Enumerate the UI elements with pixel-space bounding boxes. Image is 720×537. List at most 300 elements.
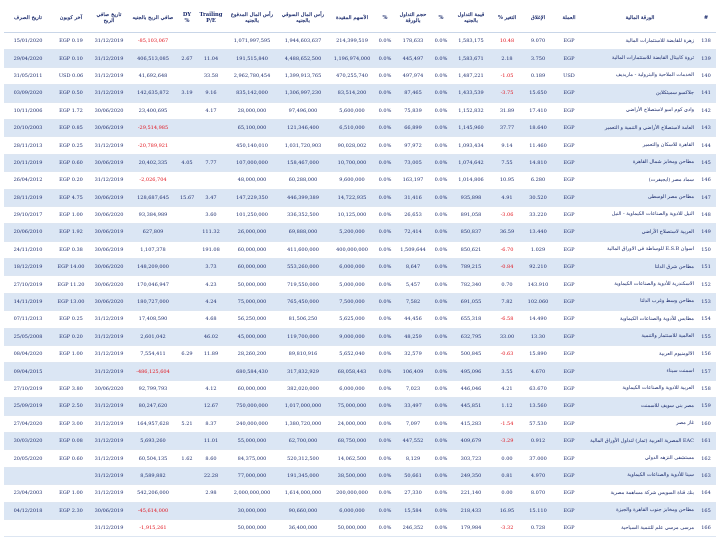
cell-col-profit-date: 31/12/2019 — [90, 432, 128, 449]
cell-col-traded-volume: 32,579 — [394, 346, 432, 363]
cell-col-close: 63.670 — [522, 380, 554, 397]
table-row[interactable] — [4, 485, 716, 502]
cell-col-dy — [178, 33, 196, 50]
cell-col-change-pct: -1.05 — [492, 67, 522, 84]
cell-col-pe: 191.08 — [196, 241, 226, 258]
cell-col-security[interactable]: مرسى مرسي علم للتنمية السياحية — [584, 519, 696, 536]
cell-col-security[interactable]: العربية للادوية والصناعات الكيماوية — [584, 380, 696, 397]
cell-col-change-pct: 0.81 — [492, 467, 522, 484]
cell-col-dy: 15.67 — [178, 189, 196, 206]
cell-col-index: 153 — [696, 293, 716, 310]
cell-col-last-coupon: EGP 0.20 — [52, 172, 90, 189]
table-row[interactable] — [4, 50, 716, 67]
cell-col-pe: 12.67 — [196, 398, 226, 415]
cell-col-pe — [196, 119, 226, 136]
cell-col-paid-capital: 60,000,000 — [226, 259, 278, 276]
cell-col-listed-shares: 1,196,974,000 — [328, 50, 376, 67]
cell-col-payment-date: 31/05/2011 — [4, 67, 52, 84]
cell-col-volume-pct: 0.0% — [376, 119, 394, 136]
cell-col-security[interactable]: مطاحن ومخابز شمال القاهرة — [584, 154, 696, 171]
header-col-net-profit[interactable]: صافي الربح بالجنيه — [128, 4, 178, 33]
cell-col-paid-capital: 750,000,000 — [226, 398, 278, 415]
cell-col-traded-volume: 50,661 — [394, 467, 432, 484]
cell-col-change-pct: -3.32 — [492, 519, 522, 536]
cell-col-paid-capital: 26,000,000 — [226, 224, 278, 241]
header-col-profit-date[interactable]: تاريخ صافي الربح — [90, 4, 128, 33]
cell-col-pe — [196, 137, 226, 154]
table-row[interactable] — [4, 328, 716, 345]
cell-col-pe: 11.01 — [196, 432, 226, 449]
cell-col-dy — [178, 432, 196, 449]
cell-col-change-pct: -1.54 — [492, 415, 522, 432]
cell-col-last-coupon: EGP 0.25 — [52, 311, 90, 328]
cell-col-profit-date: 31/12/2019 — [90, 485, 128, 502]
cell-col-last-coupon: EGP 2.30 — [52, 502, 90, 519]
header-col-payment-date[interactable]: تاريخ الصرف — [4, 4, 52, 33]
cell-col-security[interactable]: الالومنيوم العربية — [584, 346, 696, 363]
cell-col-net-profit: -45,614,000 — [128, 502, 178, 519]
cell-col-listed-shares: 200,000,000 — [328, 485, 376, 502]
cell-col-traded-volume: 447,552 — [394, 432, 432, 449]
cell-col-last-coupon: EGP 1.92 — [52, 224, 90, 241]
cell-col-traded-volume: 445,497 — [394, 50, 432, 67]
cell-col-index: 155 — [696, 328, 716, 345]
cell-col-traded-value: 221,140 — [450, 485, 492, 502]
cell-col-traded-value: 1,583,175 — [450, 33, 492, 50]
table-row[interactable] — [4, 154, 716, 171]
cell-col-value-pct: 0.0% — [432, 172, 450, 189]
table-row[interactable] — [4, 119, 716, 136]
cell-col-value-pct: 0.0% — [432, 519, 450, 536]
cell-col-profit-date: 31/12/2019 — [90, 346, 128, 363]
cell-col-close: 0.728 — [522, 519, 554, 536]
cell-col-security[interactable]: القاهرة للاسكان والتعمير — [584, 137, 696, 154]
cell-col-change-pct: -0.63 — [492, 346, 522, 363]
cell-col-profit-date: 31/12/2019 — [90, 85, 128, 102]
cell-col-volume-pct: 0.0% — [376, 363, 394, 380]
cell-col-net-profit: 627,809 — [128, 224, 178, 241]
cell-col-payment-date: 28/11/2019 — [4, 189, 52, 206]
header-col-index[interactable]: # — [696, 4, 716, 33]
cell-col-security[interactable]: النيل للادوية والصناعات الكيماوية - النيل — [584, 206, 696, 223]
cell-col-index: 151 — [696, 259, 716, 276]
table-row[interactable] — [4, 137, 716, 154]
cell-col-volume-pct: 0.0% — [376, 502, 394, 519]
cell-col-listed-shares: 6,000,000 — [328, 380, 376, 397]
cell-col-market-cap: 553,260,000 — [278, 259, 328, 276]
cell-col-index: 144 — [696, 137, 716, 154]
cell-col-net-profit: 92,799,793 — [128, 380, 178, 397]
cell-col-profit-date: 30/06/2020 — [90, 206, 128, 223]
cell-col-traded-value: 691,055 — [450, 293, 492, 310]
cell-col-paid-capital: 835,142,000 — [226, 85, 278, 102]
cell-col-volume-pct: 0.0% — [376, 154, 394, 171]
cell-col-change-pct: 0.70 — [492, 276, 522, 293]
cell-col-index: 138 — [696, 33, 716, 50]
cell-col-volume-pct: 0.0% — [376, 450, 394, 467]
cell-col-market-cap: 382,020,000 — [278, 380, 328, 397]
cell-col-traded-volume: 87,465 — [394, 85, 432, 102]
cell-col-traded-value: 500,845 — [450, 346, 492, 363]
cell-col-traded-volume: 75,839 — [394, 102, 432, 119]
cell-col-value-pct: 0.0% — [432, 33, 450, 50]
cell-col-profit-date: 30/06/2020 — [90, 259, 128, 276]
cell-col-last-coupon: EGP 3.80 — [52, 380, 90, 397]
cell-col-currency: EGP — [554, 502, 584, 519]
cell-col-close: 14.490 — [522, 311, 554, 328]
cell-col-net-profit: 23,400,695 — [128, 102, 178, 119]
cell-col-security[interactable]: وادي كوم امبو لاستصلاح الأراضي — [584, 102, 696, 119]
header-col-traded-value[interactable]: قيمة التداول بالجنيه — [450, 4, 492, 33]
cell-col-paid-capital: 107,000,000 — [226, 154, 278, 171]
cell-col-security[interactable]: مطاحن وسط وغرب الدلتا — [584, 293, 696, 310]
header-col-market-cap[interactable]: رأس المال السوقي بالجنيه — [278, 4, 328, 33]
cell-col-market-cap: 336,352,500 — [278, 206, 328, 223]
table-row[interactable] — [4, 415, 716, 432]
cell-col-profit-date: 30/06/2019 — [90, 119, 128, 136]
cell-col-index: 152 — [696, 276, 716, 293]
cell-col-payment-date: 25/05/2008 — [4, 328, 52, 345]
cell-col-profit-date: 30/06/2020 — [90, 293, 128, 310]
cell-col-traded-volume: 26,653 — [394, 206, 432, 223]
cell-col-value-pct: 0.0% — [432, 154, 450, 171]
header-col-currency[interactable]: العملة — [554, 4, 584, 33]
cell-col-net-profit: 80,247,620 — [128, 398, 178, 415]
table-row[interactable] — [4, 311, 716, 328]
cell-col-currency: EGP — [554, 363, 584, 380]
cell-col-dy: 1.62 — [178, 450, 196, 467]
header-col-last-coupon[interactable]: آخر كوبون — [52, 4, 90, 33]
cell-col-security[interactable]: EAC المصرية العربية (ثمار) لتداول الأوراق المالية — [584, 432, 696, 449]
cell-col-traded-value: 1,014,806 — [450, 172, 492, 189]
table-row[interactable] — [4, 293, 716, 310]
cell-col-security[interactable]: الخدمات الملاحية والبترولية - ماريديف — [584, 67, 696, 84]
cell-col-traded-value: 1,152,832 — [450, 102, 492, 119]
cell-col-security[interactable]: العربية لاستصلاح الأراضي — [584, 224, 696, 241]
cell-col-currency: USD — [554, 67, 584, 84]
table-header-row — [4, 4, 716, 33]
cell-col-close: 57.530 — [522, 415, 554, 432]
cell-col-pe: 9.16 — [196, 85, 226, 102]
cell-col-security[interactable]: العامة لاستصلاح الأراضي و التنمية و التعمير — [584, 119, 696, 136]
cell-col-last-coupon — [52, 519, 90, 536]
table-row[interactable] — [4, 276, 716, 293]
cell-col-close: 3.750 — [522, 50, 554, 67]
cell-col-index: 163 — [696, 467, 716, 484]
header-col-traded-volume[interactable]: حجم التداول بالورقة — [394, 4, 432, 33]
table-row[interactable] — [4, 172, 716, 189]
cell-col-change-pct: -6.70 — [492, 241, 522, 258]
cell-col-market-cap: 158,467,000 — [278, 154, 328, 171]
cell-col-value-pct: 0.0% — [432, 85, 450, 102]
cell-col-dy — [178, 502, 196, 519]
cell-col-close: 13.560 — [522, 398, 554, 415]
cell-col-listed-shares: 14,062,500 — [328, 450, 376, 467]
cell-col-dy — [178, 67, 196, 84]
cell-col-pe — [196, 502, 226, 519]
cell-col-paid-capital: 450,140,010 — [226, 137, 278, 154]
cell-col-listed-shares: 9,000,000 — [328, 328, 376, 345]
cell-col-value-pct: 0.0% — [432, 415, 450, 432]
cell-col-profit-date: 30/06/2019 — [90, 189, 128, 206]
cell-col-security[interactable]: غاز مصر — [584, 415, 696, 432]
cell-col-security[interactable]: سينا للأدوية والصناعات الكيماوية — [584, 467, 696, 484]
cell-col-traded-volume: 44,456 — [394, 311, 432, 328]
cell-col-payment-date — [4, 467, 52, 484]
cell-col-close: 13.440 — [522, 224, 554, 241]
table-row[interactable] — [4, 398, 716, 415]
cell-col-index: 141 — [696, 85, 716, 102]
table-row[interactable] — [4, 432, 716, 449]
table-row[interactable] — [4, 519, 716, 536]
cell-col-traded-value: 1,093,434 — [450, 137, 492, 154]
cell-col-security[interactable]: اسمنت سيناء — [584, 363, 696, 380]
cell-col-index: 145 — [696, 154, 716, 171]
cell-col-currency: EGP — [554, 50, 584, 67]
cell-col-currency: EGP — [554, 137, 584, 154]
cell-col-paid-capital: 55,000,000 — [226, 432, 278, 449]
cell-col-traded-volume: 1,509,644 — [394, 241, 432, 258]
table-row[interactable] — [4, 224, 716, 241]
header-col-security[interactable]: الورقة المالية — [584, 4, 696, 33]
cell-col-paid-capital: 60,000,000 — [226, 380, 278, 397]
table-row[interactable] — [4, 102, 716, 119]
cell-col-net-profit: 164,957,628 — [128, 415, 178, 432]
cell-col-listed-shares: 83,514,200 — [328, 85, 376, 102]
cell-col-index: 139 — [696, 50, 716, 67]
table-row[interactable] — [4, 259, 716, 276]
cell-col-close: 4.970 — [522, 467, 554, 484]
cell-col-listed-shares: 50,000,000 — [328, 519, 376, 536]
cell-col-dy — [178, 398, 196, 415]
cell-col-last-coupon: EGP 0.60 — [52, 450, 90, 467]
cell-col-listed-shares: 6,000,000 — [328, 502, 376, 519]
header-col-volume-pct[interactable]: % — [376, 4, 394, 33]
cell-col-value-pct: 0.0% — [432, 119, 450, 136]
cell-col-value-pct: 0.0% — [432, 206, 450, 223]
table-row[interactable] — [4, 450, 716, 467]
cell-col-traded-volume: 8,129 — [394, 450, 432, 467]
cell-col-paid-capital: 60,000,000 — [226, 241, 278, 258]
cell-col-currency: EGP — [554, 33, 584, 50]
cell-col-currency: EGP — [554, 154, 584, 171]
cell-col-dy — [178, 311, 196, 328]
cell-col-security[interactable]: ثروة كابيتال القابضة للاستثمارات المالية — [584, 50, 696, 67]
cell-col-payment-date: 15/01/2020 — [4, 33, 52, 50]
cell-col-close: 143.910 — [522, 276, 554, 293]
cell-col-security[interactable]: مصر بني سويف للاسمنت — [584, 398, 696, 415]
cell-col-close: 8.070 — [522, 485, 554, 502]
table-row[interactable] — [4, 85, 716, 102]
cell-col-index: 147 — [696, 189, 716, 206]
cell-col-index: 161 — [696, 432, 716, 449]
header-col-value-pct[interactable]: % — [432, 4, 450, 33]
cell-col-index: 157 — [696, 363, 716, 380]
cell-col-traded-volume: 48,259 — [394, 328, 432, 345]
cell-col-currency: EGP — [554, 328, 584, 345]
cell-col-profit-date: 31/12/2019 — [90, 467, 128, 484]
cell-col-market-cap: 89,810,916 — [278, 346, 328, 363]
cell-col-change-pct: -6.58 — [492, 311, 522, 328]
cell-col-payment-date: 25/09/2019 — [4, 398, 52, 415]
cell-col-net-profit: 1,107,378 — [128, 241, 178, 258]
cell-col-last-coupon — [52, 467, 90, 484]
cell-col-dy — [178, 172, 196, 189]
cell-col-close: 0.912 — [522, 432, 554, 449]
cell-col-listed-shares: 90,028,002 — [328, 137, 376, 154]
cell-col-profit-date: 31/12/2019 — [90, 311, 128, 328]
cell-col-paid-capital: 240,000,000 — [226, 415, 278, 432]
cell-col-listed-shares: 10,125,000 — [328, 206, 376, 223]
cell-col-payment-date: 20/11/2019 — [4, 154, 52, 171]
cell-col-profit-date: 31/12/2019 — [90, 50, 128, 67]
cell-col-volume-pct: 0.0% — [376, 33, 394, 50]
cell-col-last-coupon: EGP 1.72 — [52, 102, 90, 119]
cell-col-change-pct: 4.21 — [492, 380, 522, 397]
cell-col-change-pct: 1.12 — [492, 398, 522, 415]
cell-col-dy: 3.19 — [178, 85, 196, 102]
cell-col-change-pct: -3.29 — [492, 432, 522, 449]
cell-col-currency: EGP — [554, 311, 584, 328]
cell-col-security[interactable]: العالمية للاستثمار والتنمية — [584, 328, 696, 345]
cell-col-dy — [178, 259, 196, 276]
cell-col-value-pct: 0.0% — [432, 50, 450, 67]
header-col-pe[interactable]: Trailing P/E — [196, 4, 226, 33]
table-row[interactable] — [4, 33, 716, 50]
cell-col-traded-volume: 246,352 — [394, 519, 432, 536]
cell-col-security[interactable]: الاسكندرية للأدوية والصناعات الكيماوية — [584, 276, 696, 293]
cell-col-traded-value: 415,283 — [450, 415, 492, 432]
cell-col-index: 140 — [696, 67, 716, 84]
header-col-listed-shares[interactable]: الأسهم المقيدة — [328, 4, 376, 33]
cell-col-last-coupon: EGP 0.20 — [52, 328, 90, 345]
cell-col-paid-capital: 2,962,780,454 — [226, 67, 278, 84]
cell-col-dy — [178, 467, 196, 484]
cell-col-security[interactable]: بنك قناة السويس شركة مساهمة مصرية — [584, 485, 696, 502]
cell-col-payment-date: 23/04/2003 — [4, 485, 52, 502]
cell-col-market-cap: 90,660,000 — [278, 502, 328, 519]
cell-col-market-cap: 62,700,000 — [278, 432, 328, 449]
table-row[interactable] — [4, 189, 716, 206]
cell-col-currency: EGP — [554, 189, 584, 206]
cell-col-value-pct: 0.0% — [432, 137, 450, 154]
cell-col-security[interactable]: مطاحن مصر الوسطى — [584, 189, 696, 206]
table-row[interactable] — [4, 241, 716, 258]
cell-col-paid-capital: 28,260,200 — [226, 346, 278, 363]
cell-col-traded-value: 495,096 — [450, 363, 492, 380]
cell-col-market-cap: 1,614,000,000 — [278, 485, 328, 502]
cell-col-payment-date: 29/10/2017 — [4, 206, 52, 223]
cell-col-market-cap: 1,306,997,230 — [278, 85, 328, 102]
cell-col-security[interactable]: جلاكسو سميثكلاين — [584, 85, 696, 102]
header-col-change-pct[interactable]: التغير % — [492, 4, 522, 33]
cell-col-last-coupon: EGP 0.19 — [52, 33, 90, 50]
cell-col-volume-pct: 0.0% — [376, 206, 394, 223]
table-row[interactable] — [4, 380, 716, 397]
cell-col-market-cap: 60,288,000 — [278, 172, 328, 189]
cell-col-security[interactable]: مطابس للأدوية والصناعات الكيماوية — [584, 311, 696, 328]
cell-col-security[interactable]: زهرة للقابضة للاستثمارات المالية — [584, 33, 696, 50]
cell-col-value-pct: 0.0% — [432, 259, 450, 276]
cell-col-index: 143 — [696, 119, 716, 136]
cell-col-payment-date: 03/09/2020 — [4, 85, 52, 102]
cell-col-change-pct: -3.06 — [492, 206, 522, 223]
table-row[interactable] — [4, 502, 716, 519]
cell-col-value-pct: 0.0% — [432, 502, 450, 519]
cell-col-paid-capital: 147,229,350 — [226, 189, 278, 206]
cell-col-net-profit: 8,589,882 — [128, 467, 178, 484]
cell-col-security[interactable]: اسوان E.S.B للوساطة في الاوراق المالية — [584, 241, 696, 258]
cell-col-market-cap: 765,450,000 — [278, 293, 328, 310]
cell-col-net-profit: -29,514,985 — [128, 119, 178, 136]
cell-col-currency: EGP — [554, 276, 584, 293]
cell-col-profit-date: 31/12/2019 — [90, 172, 128, 189]
cell-col-listed-shares: 5,000,000 — [328, 276, 376, 293]
cell-col-index: 149 — [696, 224, 716, 241]
cell-col-market-cap: 97,496,000 — [278, 102, 328, 119]
cell-col-net-profit: -85,103,067 — [128, 33, 178, 50]
cell-col-payment-date: 20/06/2010 — [4, 224, 52, 241]
table-row[interactable] — [4, 363, 716, 380]
table-row[interactable] — [4, 346, 716, 363]
cell-col-volume-pct: 0.0% — [376, 137, 394, 154]
cell-col-close: 15.110 — [522, 502, 554, 519]
cell-col-traded-volume: 178,633 — [394, 33, 432, 50]
cell-col-payment-date: 30/03/2020 — [4, 432, 52, 449]
cell-col-last-coupon: EGP 0.60 — [52, 154, 90, 171]
table-row[interactable] — [4, 67, 716, 84]
cell-col-pe: 8.60 — [196, 450, 226, 467]
table-row[interactable] — [4, 467, 716, 484]
cell-col-last-coupon — [52, 363, 90, 380]
cell-col-volume-pct: 0.0% — [376, 241, 394, 258]
cell-col-last-coupon: EGP 3.00 — [52, 415, 90, 432]
cell-col-traded-value: 789,215 — [450, 259, 492, 276]
cell-col-security[interactable]: مطاحن ومخابز جنوب القاهرة والجيزة — [584, 502, 696, 519]
cell-col-index: 158 — [696, 380, 716, 397]
cell-col-close: 13.30 — [522, 328, 554, 345]
header-col-close[interactable]: الإغلاق — [522, 4, 554, 33]
cell-col-listed-shares: 14,722,935 — [328, 189, 376, 206]
cell-col-traded-value: 1,487,221 — [450, 67, 492, 84]
cell-col-traded-value: 782,340 — [450, 276, 492, 293]
cell-col-last-coupon: EGP 0.25 — [52, 137, 90, 154]
cell-col-net-profit: 7,554,411 — [128, 346, 178, 363]
cell-col-index: 150 — [696, 241, 716, 258]
cell-col-paid-capital: 65,100,000 — [226, 119, 278, 136]
cell-col-net-profit: 148,209,000 — [128, 259, 178, 276]
cell-col-currency: EGP — [554, 432, 584, 449]
cell-col-traded-volume: 31,416 — [394, 189, 432, 206]
cell-col-dy — [178, 363, 196, 380]
cell-col-currency: EGP — [554, 241, 584, 258]
cell-col-security[interactable]: مطاحن شرق الدلتا — [584, 259, 696, 276]
cell-col-value-pct: 0.0% — [432, 328, 450, 345]
cell-col-close: 102.060 — [522, 293, 554, 310]
table-row[interactable] — [4, 206, 716, 223]
cell-col-currency: EGP — [554, 206, 584, 223]
cell-col-market-cap: 1,380,720,000 — [278, 415, 328, 432]
cell-col-net-profit: -20,789,921 — [128, 137, 178, 154]
cell-col-value-pct: 0.0% — [432, 467, 450, 484]
cell-col-traded-value: 409,679 — [450, 432, 492, 449]
cell-col-listed-shares: 24,000,000 — [328, 415, 376, 432]
header-col-dy[interactable]: DY % — [178, 4, 196, 33]
cell-col-security[interactable]: مستشفى النزهه الدولي — [584, 450, 696, 467]
cell-col-security[interactable]: سماد مصر (ايجيفرت) — [584, 172, 696, 189]
cell-col-payment-date: 26/04/2012 — [4, 172, 52, 189]
header-col-paid-capital[interactable]: رأس المال المدفوع بالجنيه — [226, 4, 278, 33]
